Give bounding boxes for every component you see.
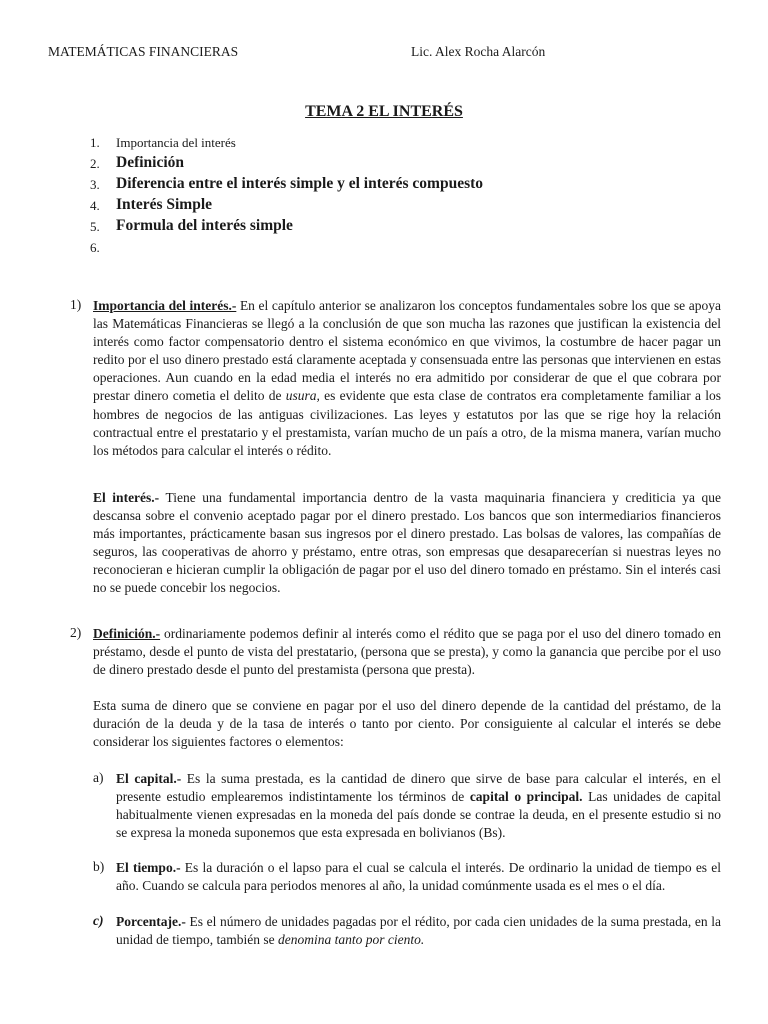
toc-text: Importancia del interés bbox=[116, 135, 236, 150]
item-c-text: Es el número de unidades pagadas por el rédito, por cada cien unidades de la suma prestada, en la unidad de tiempo, también se bbox=[116, 914, 721, 948]
toc-number: 4. bbox=[90, 198, 100, 213]
interes-text: Tiene una fundamental importancia dentro de la vasta maquinaria financiera y crediticia ya que descansa sobre el convenio aceptado pagar por el dinero prestado. Los bancos que son intermediarios financieros más importantes, prácticamente basan sus ingresos por el dinero prestado. Las bolsas de valores, las compañías de seguros, las cooperativas de ahorro y préstamo, entre otras, son empresas que desaparecerían si nuestras leyes no reconocieran e hicieran cumplir la obligación de pagar por el uso del dinero tomado en préstamo. Sin el interés casi no se puede concebir los negocios. bbox=[93, 490, 721, 596]
section-2-number: 2) bbox=[70, 625, 82, 640]
page-title: TEMA 2 EL INTERÉS bbox=[305, 103, 463, 120]
header-course-title: MATEMÁTICAS FINANCIERAS bbox=[48, 44, 239, 59]
toc-text: Definición bbox=[116, 154, 185, 171]
interes-paragraph bbox=[93, 489, 721, 598]
header-author: Lic. Alex Rocha Alarcón bbox=[411, 44, 546, 59]
interes-heading: El interés.- bbox=[93, 490, 160, 505]
item-a-paragraph bbox=[116, 770, 721, 842]
toc-number: 1. bbox=[90, 135, 100, 150]
toc-number: 6. bbox=[90, 240, 100, 255]
item-b-text: Es la duración o el lapso para el cual se calcula el interés. De ordinario la unidad de tiempo es el año. Cuando se calcula para periodos menores al año, la unidad comúnmente usada es el mes o el día. bbox=[116, 860, 721, 894]
section-1-text: En el capítulo anterior se analizaron los conceptos fundamentales sobre los que se apoya las Matemáticas Financieras se llegó a la conclusión de que son mucha las razones que justifican la existencia del interés como factor compensatorio dentro el sistema económico en que vivimos, la costumbre de hacer pagar un redito por el uso dinero prestado está claramente aceptada y consensuada entre las personas que intervienen en estas operaciones. Aun cuando en la edad media el interés no era admitido por considerar de que el que cobrara por prestar dinero cometia el delito de bbox=[93, 298, 721, 404]
toc-text: Interés Simple bbox=[116, 196, 213, 213]
section-2-paragraph bbox=[93, 625, 721, 679]
toc-number: 2. bbox=[90, 156, 100, 171]
item-b-paragraph bbox=[116, 859, 721, 895]
toc-number: 3. bbox=[90, 177, 100, 192]
usura-term: usura, bbox=[285, 388, 320, 404]
item-a-bold: capital o principal. bbox=[469, 789, 583, 805]
item-b-label: b) bbox=[93, 859, 105, 874]
section-1-heading: Importancia del interés.- bbox=[93, 298, 237, 313]
section-1-paragraph bbox=[93, 297, 721, 460]
toc-text: Diferencia entre el interés simple y el interés compuesto bbox=[116, 175, 484, 192]
item-a-label: a) bbox=[93, 770, 104, 785]
item-a-text-cont: Las unidades de capital habitualmente vienen expresadas en la moneda del país donde se contrae la deuda, en el presente estudio si no se expresa la moneda suponemos que esta expresada en bolivianos (Bs). bbox=[116, 789, 721, 841]
section-1-text-cont: es evidente que esta clase de contratos era completamente familiar a los hombres de negocios de las antiguas civilizaciones. Las leyes y estatutos por las que se rige hoy la relación contractual entre el prestatario y el prestamista, varían mucho de un país a otro, de la misma manera, varían mucho los métodos para calcular el interés o rédito. bbox=[93, 388, 721, 458]
toc-number: 5. bbox=[90, 219, 100, 234]
item-c-label: c) bbox=[93, 913, 104, 928]
item-a-heading: El capital.- bbox=[116, 771, 182, 786]
section-1-number: 1) bbox=[70, 297, 82, 312]
item-a-text: Es la suma prestada, es la cantidad de dinero que sirve de base para calcular el interés, en el presente estudio emplearemos indistintamente los términos de bbox=[116, 771, 722, 805]
item-c-paragraph bbox=[116, 913, 721, 949]
item-b-heading: El tiempo.- bbox=[116, 860, 181, 875]
toc-text: Formula del interés simple bbox=[116, 217, 293, 234]
section-2-paragraph-2: Esta suma de dinero que se conviene en pagar por el uso del dinero depende de la cantidad del préstamo, de la duración de la deuda y de la tasa de interés o tanto por ciento. Por consiguiente al calcular el interés se debe considerar los siguientes factores o elementos: bbox=[93, 698, 721, 750]
section-2-heading: Definición.- bbox=[93, 626, 161, 641]
item-c-italic: denomina tanto por ciento. bbox=[277, 932, 425, 948]
item-c-heading: Porcentaje.- bbox=[116, 914, 186, 929]
section-2-text: ordinariamente podemos definir al interés como el rédito que se paga por el uso del dinero tomado en préstamo, desde el punto de vista del prestatario, (persona que se presta), y como la ganancia que percibe por el uso de dinero prestado desde el punto del prestamista (persona que presta). bbox=[93, 626, 721, 678]
